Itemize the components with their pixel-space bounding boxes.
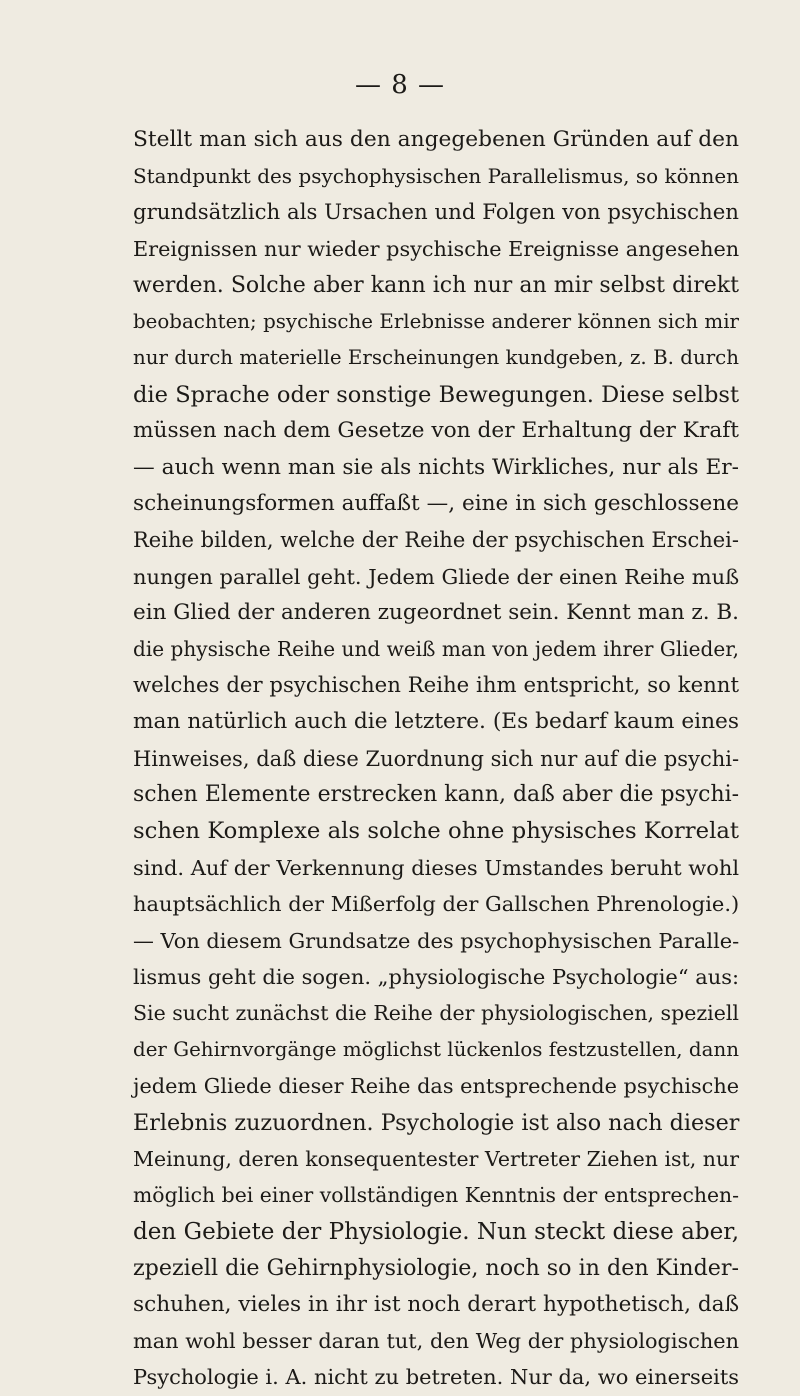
text-line: man wohl besser daran tut, den Weg der physiologischen: [133, 1328, 739, 1353]
text-line: ein Glied der anderen zugeordnet sein. Kennt man z. B.: [133, 600, 739, 626]
text-line: — auch wenn man sie als nichts Wirkliches, nur als Er-: [133, 454, 739, 480]
text-line: schuhen, vieles in ihr ist noch derart hypothetisch, daß: [133, 1291, 739, 1317]
text-line: werden. Solche aber kann ich nur an mir selbst direkt: [133, 272, 739, 298]
text-line: müssen nach dem Gesetze von der Erhaltung der Kraft: [133, 418, 739, 444]
text-line: den Gebiete der Physiologie. Nun steckt diese aber,: [133, 1218, 740, 1245]
text-line: nungen parallel geht. Jedem Gliede der einen Reihe muß: [133, 564, 740, 589]
text-line: der Gehirnvorgänge möglichst lückenlos festzustellen, dann: [133, 1037, 739, 1061]
text-line: Meinung, deren konsequentester Vertreter Ziehen ist, nur: [133, 1146, 739, 1171]
text-line: sind. Auf der Verkennung dieses Umstandes beruht wohl: [133, 855, 740, 880]
text-line: — Von diesem Grundsatze des psychophysischen Paralle-: [133, 928, 740, 953]
text-line: Hinweises, daß diese Zuordnung sich nur auf die psychi-: [133, 745, 740, 771]
text-line: hauptsächlich der Mißerfolg der Gallschen Phrenologie.): [133, 892, 740, 917]
text-line: schen Elemente erstrecken kann, daß aber die psychi-: [133, 782, 739, 808]
page-number: — 8 —: [354, 70, 446, 100]
text-line: jedem Gliede dieser Reihe das entsprechende psychische: [133, 1074, 740, 1099]
text-line: die physische Reihe und weiß man von jedem ihrer Glieder,: [133, 637, 739, 662]
text-line: schen Komplexe als solche ohne physisches Korrelat: [133, 818, 739, 845]
text-line: welches der psychischen Reihe ihm entspricht, so kennt: [133, 672, 739, 698]
text-line: beobachten; psychische Erlebnisse anderer können sich mir: [133, 309, 739, 333]
body-text: [133, 122, 739, 1396]
text-line: Stellt man sich aus den angegebenen Gründen auf den: [133, 127, 739, 152]
text-line: grundsätzlich als Ursachen und Folgen von psychischen: [133, 199, 739, 225]
text-line: nur durch materielle Erscheinungen kundgeben, z. B. durch: [133, 346, 739, 370]
text-line: die Sprache oder sonstige Bewegungen. Diese selbst: [133, 381, 739, 408]
text-line: Sie sucht zunächst die Reihe der physiologischen, speziell: [133, 1001, 739, 1026]
text-line: Ereignissen nur wieder psychische Ereignisse angesehen: [133, 237, 740, 262]
text-line: Erlebnis zuzuordnen. Psychologie ist also nach dieser: [133, 1109, 740, 1136]
text-line: zpeziell die Gehirnphysiologie, noch so in den Kinder-: [133, 1255, 739, 1282]
text-line: Psychologie i. A. nicht zu betreten. Nur da, wo einerseits: [133, 1365, 739, 1390]
text-line: lismus geht die sogen. „physiologische Psychologie“ aus:: [133, 964, 740, 989]
text-line: scheinungsformen auffaßt —, eine in sich geschlossene: [133, 490, 739, 516]
text-line: Standpunkt des psychophysischen Parallelismus, so können: [133, 164, 739, 189]
text-line: Reihe bilden, welche der Reihe der psychischen Erschei-: [133, 528, 739, 553]
text-line: man natürlich auch die letztere. (Es bedarf kaum eines: [133, 709, 739, 735]
text-line: möglich bei einer vollständigen Kenntnis der entsprechen-: [133, 1183, 739, 1208]
